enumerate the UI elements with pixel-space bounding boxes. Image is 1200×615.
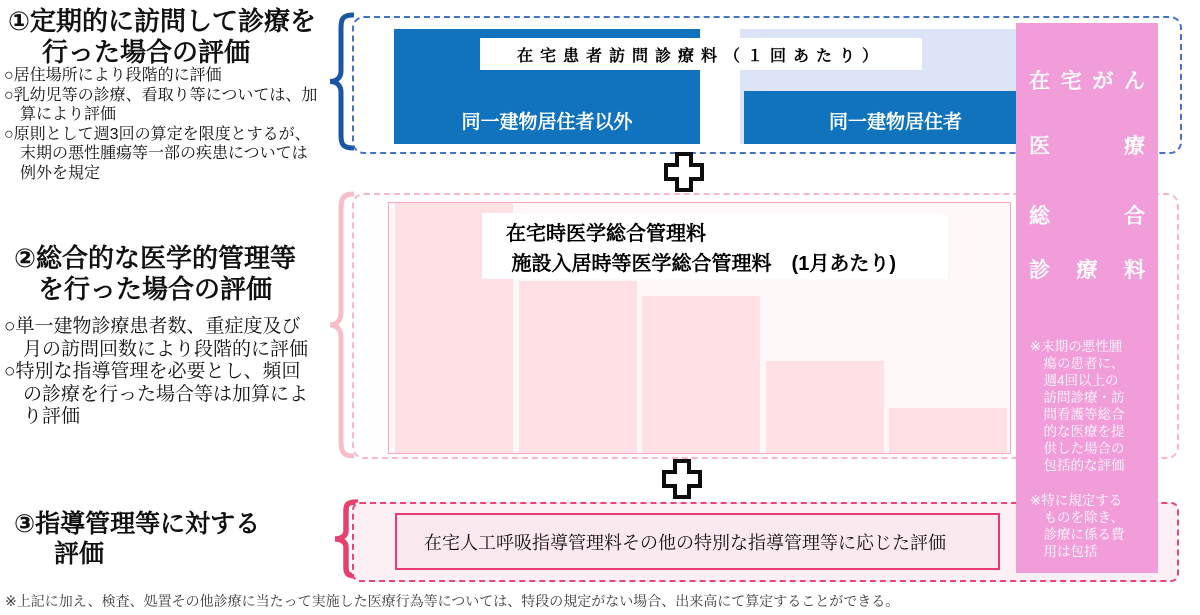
sidebar-title-row: 総 合 bbox=[1029, 205, 1145, 228]
monthly-fee-title bbox=[482, 213, 948, 279]
section1-heading bbox=[8, 6, 316, 67]
guidance-box: 在宅人工呼吸指導管理料その他の特別な指導管理等に応じた評価 bbox=[395, 513, 1000, 570]
bullet-item: ○居住場所により段階的に評価 bbox=[4, 67, 222, 84]
bullet-item: ○原則として週3回の算定を限度とするが、末期の悪性腫瘍等一部の疾患については例外を規定 bbox=[4, 125, 311, 182]
sidebar-notes bbox=[1030, 338, 1126, 560]
plus-icon bbox=[663, 151, 705, 193]
footer-note: ※上記に加え、検査、処置その他診療に当たって実施した医療行為等については、特段の規定がない場合、出来高にて算定することができる。 bbox=[5, 593, 900, 609]
fee-step-bar bbox=[766, 361, 884, 454]
section2-heading-line1: ②総合的な医学的管理等 bbox=[14, 243, 297, 273]
plus-icon bbox=[661, 458, 703, 500]
bar-label: 同一建物居住者 bbox=[828, 112, 962, 133]
home-cancer-care-sidebar bbox=[1016, 23, 1158, 573]
sidebar-note: ※末期の悪性腫瘍の患者に、週4回以上の訪問診療・訪問看護等総合的な医療を提供した場合の包括的な評価 bbox=[1030, 339, 1125, 473]
monthly-fee-title-line2: 施設入居時等医学総合管理料 (1月あたり) bbox=[506, 253, 896, 275]
section1-bullets bbox=[4, 66, 322, 183]
section1-heading-line1: ①定期的に訪問して診療を bbox=[8, 6, 317, 36]
visit-fee-title: 在宅患者訪問診療料（１回あたり） bbox=[480, 38, 922, 70]
left-brace-blue-icon bbox=[327, 12, 354, 151]
section3-heading bbox=[14, 510, 260, 569]
bullet-item: ○特別な指導管理を必要とし、頻回の診療を行った場合等は加算により評価 bbox=[4, 361, 309, 427]
sidebar-note: ※特に規定するものを除き、診療に係る費用は包括 bbox=[1030, 493, 1125, 559]
section2-heading bbox=[14, 243, 296, 304]
fee-step-bar bbox=[519, 281, 637, 454]
section1-heading-line2: 行った場合の評価 bbox=[42, 36, 251, 67]
monthly-fee-title-line1: 在宅時医学総合管理料 bbox=[506, 223, 706, 245]
sidebar-title-row: 在 宅 が ん bbox=[1029, 70, 1145, 93]
bar-same-building bbox=[744, 91, 1047, 144]
fee-step-bar bbox=[642, 296, 760, 454]
sidebar-title-row: 診 療 料 bbox=[1029, 259, 1145, 282]
left-brace-pink-icon bbox=[327, 191, 354, 459]
section2-bullets bbox=[4, 316, 314, 429]
section3-heading-line1: ③指導管理等に対する bbox=[14, 510, 261, 538]
bullet-item: ○単一建物診療患者数、重症度及び月の訪問回数により段階的に評価 bbox=[4, 316, 309, 360]
bar-label: 同一建物居住者以外 bbox=[461, 112, 633, 133]
bullet-item: ○乳幼児等の診療、看取り等については、加算により評価 bbox=[4, 86, 318, 123]
section2-heading-line2: を行った場合の評価 bbox=[38, 273, 273, 304]
sidebar-title-row: 医 療 bbox=[1029, 135, 1145, 158]
section3-heading-line2: 評価 bbox=[54, 539, 105, 568]
fee-step-bar bbox=[889, 408, 1007, 453]
